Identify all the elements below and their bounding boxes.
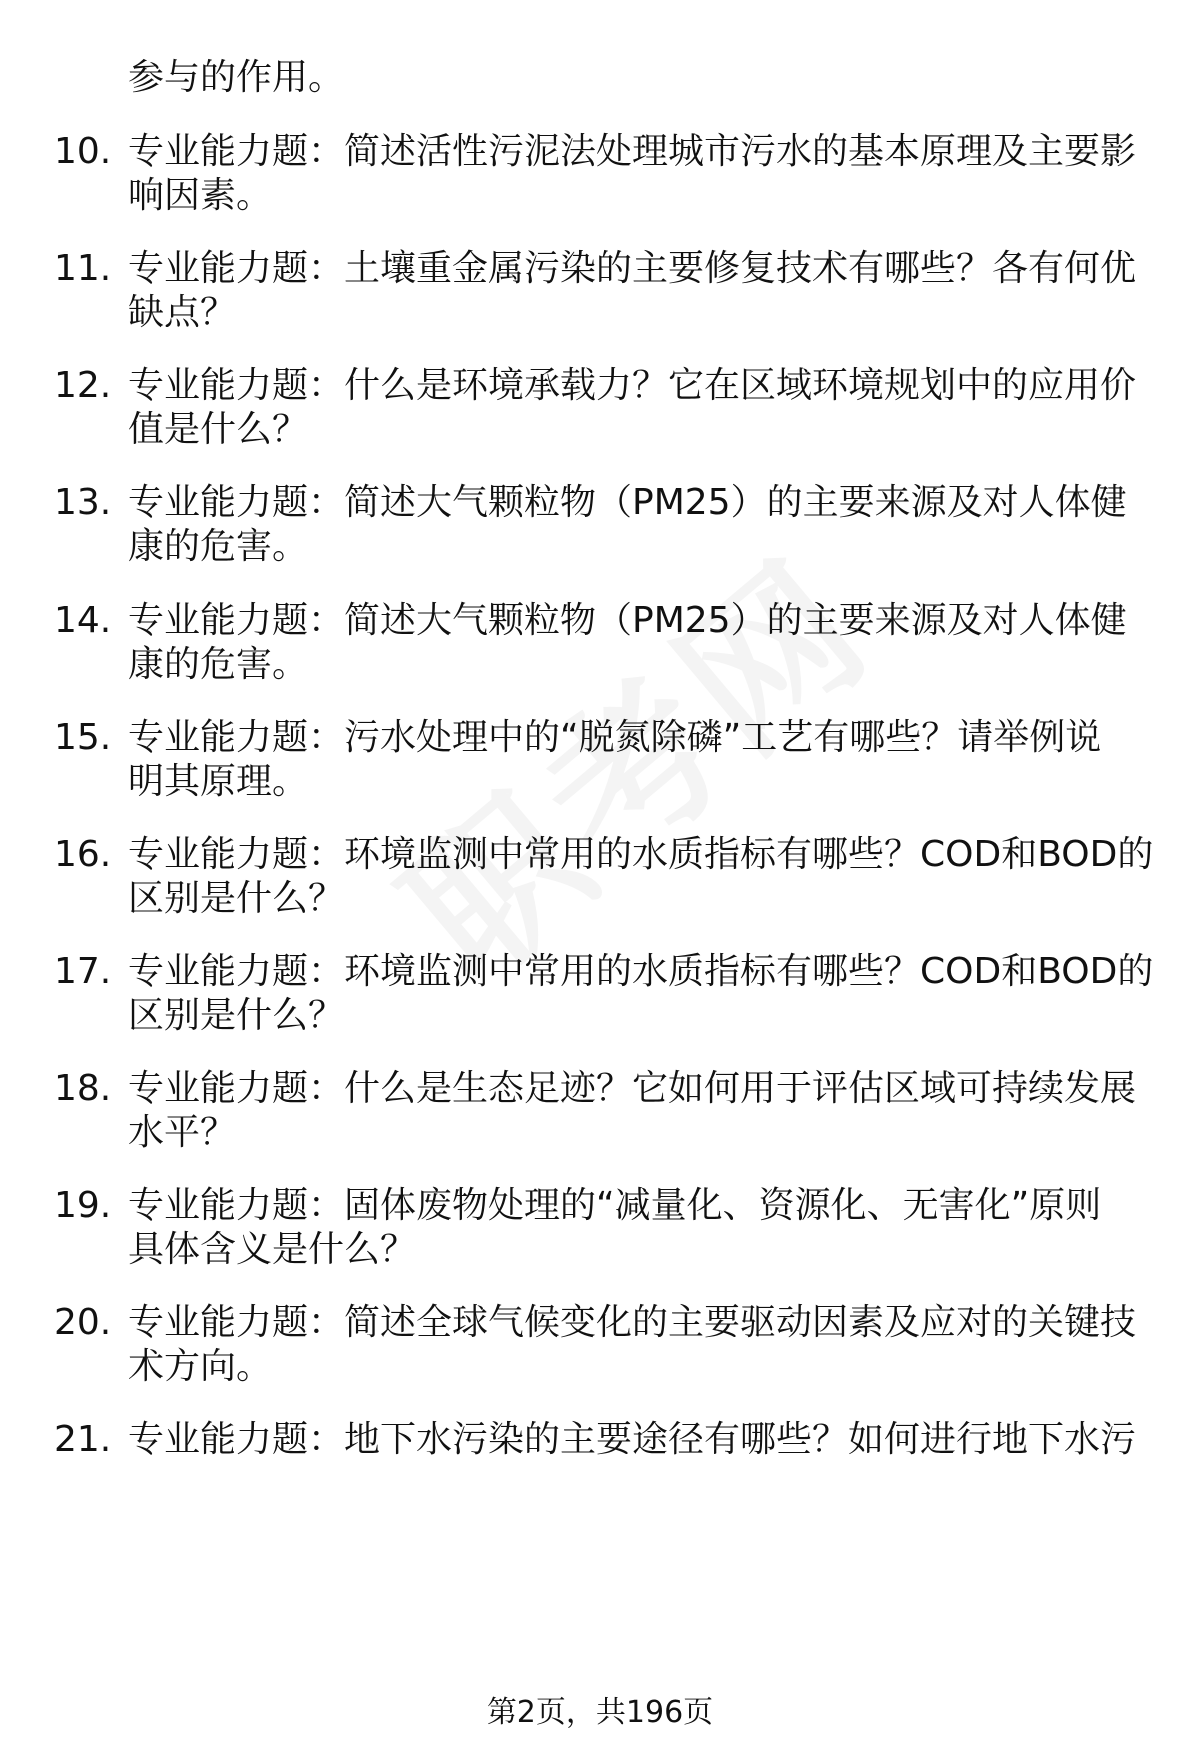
item-text-line2: 响因素。 xyxy=(128,175,273,216)
item-text-line2: 值是什么？ xyxy=(128,409,309,450)
item-text-line1: 专业能力题：什么是生态足迹？它如何用于评估区域可持续发展 xyxy=(128,1068,1137,1109)
item-text-line2: 水平？ xyxy=(128,1112,237,1153)
item-text-line1: 专业能力题：污水处理中的“脱氮除磷”工艺有哪些？请举例说 xyxy=(128,717,1102,758)
item-number: 17. xyxy=(54,951,112,992)
item-number: 20. xyxy=(54,1302,112,1343)
item-number: 11. xyxy=(54,248,112,289)
item-text-line2: 术方向。 xyxy=(128,1346,273,1387)
item-text-line2: 康的危害。 xyxy=(128,526,309,567)
item-text-line1: 专业能力题：地下水污染的主要途径有哪些？如何进行地下水污 xyxy=(128,1419,1137,1460)
item-text-line2: 区别是什么？ xyxy=(128,995,345,1036)
item-number: 21. xyxy=(54,1419,112,1460)
item-text-line2: 具体含义是什么？ xyxy=(128,1229,417,1270)
continued-text: 参与的作用。 xyxy=(128,57,345,98)
item-text-line1: 专业能力题：简述大气颗粒物（PM25）的主要来源及对人体健 xyxy=(128,482,1127,523)
item-text-line1: 专业能力题：环境监测中常用的水质指标有哪些？COD和BOD的 xyxy=(128,951,1154,992)
item-text-line1: 专业能力题：简述活性污泥法处理城市污水的基本原理及主要影 xyxy=(128,131,1137,172)
item-text-line2: 明其原理。 xyxy=(128,761,309,802)
item-number: 14. xyxy=(54,600,112,641)
item-number: 16. xyxy=(54,834,112,875)
item-text-line1: 专业能力题：固体废物处理的“减量化、资源化、无害化”原则 xyxy=(128,1185,1102,1226)
item-number: 13. xyxy=(54,482,112,523)
item-number: 15. xyxy=(54,717,112,758)
page-footer: 第2页，共196页 xyxy=(486,1695,714,1730)
item-number: 10. xyxy=(54,131,112,172)
item-number: 18. xyxy=(54,1068,112,1109)
item-text-line1: 专业能力题：环境监测中常用的水质指标有哪些？COD和BOD的 xyxy=(128,834,1154,875)
item-text-line2: 缺点？ xyxy=(128,292,237,333)
item-text-line1: 专业能力题：土壤重金属污染的主要修复技术有哪些？各有何优 xyxy=(128,248,1137,289)
item-number: 19. xyxy=(54,1185,112,1226)
item-text-line2: 区别是什么？ xyxy=(128,878,345,919)
item-text-line1: 专业能力题：什么是环境承载力？它在区域环境规划中的应用价 xyxy=(128,365,1137,406)
item-text-line1: 专业能力题：简述全球气候变化的主要驱动因素及应对的关键技 xyxy=(128,1302,1137,1343)
item-text-line2: 康的危害。 xyxy=(128,644,309,685)
item-text-line1: 专业能力题：简述大气颗粒物（PM25）的主要来源及对人体健 xyxy=(128,600,1127,641)
item-number: 12. xyxy=(54,365,112,406)
